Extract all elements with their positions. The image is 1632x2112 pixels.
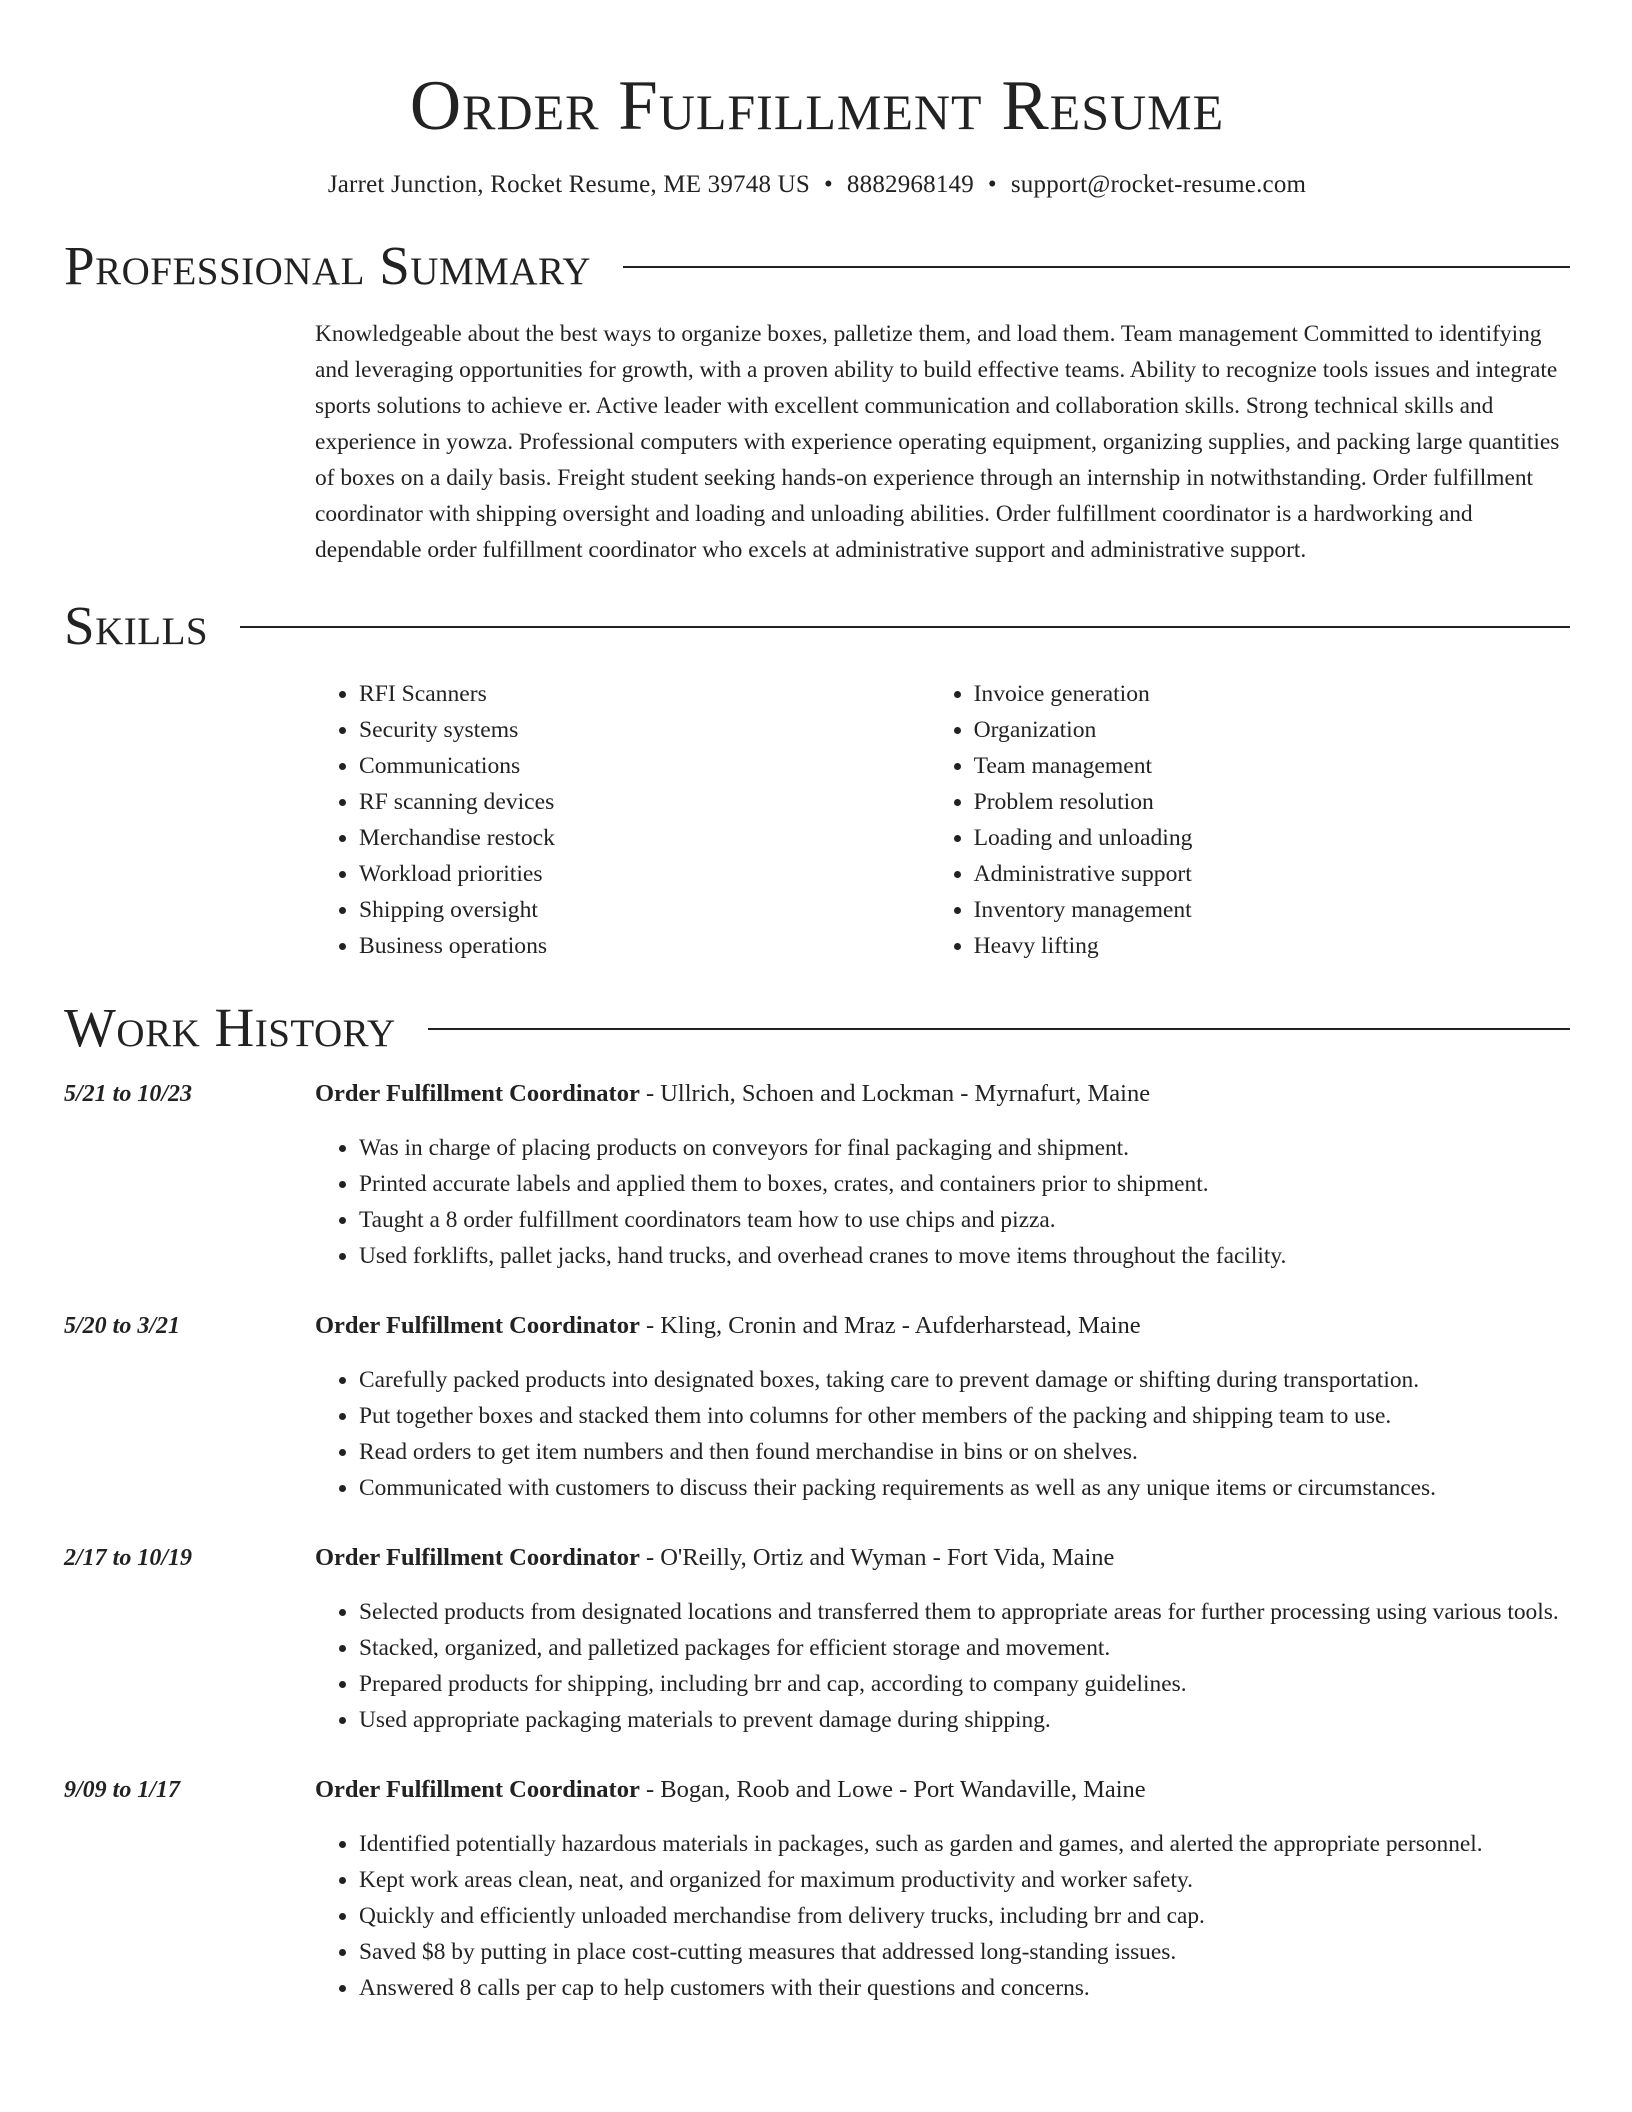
job-bullet: • Used appropriate packaging materials to prevent damage during shipping. — [359, 1702, 1570, 1738]
skill-item: • RFI Scanners — [359, 676, 930, 712]
job-dates: 5/21 to 10/23 — [64, 1081, 193, 1107]
skill-item: • Administrative support — [974, 856, 1570, 892]
skills-section-title: Skills — [64, 595, 209, 656]
skill-item: • Business operations — [359, 928, 930, 964]
job-entry — [64, 1308, 1570, 1506]
job-bullet: • Prepared products for shipping, including brr and cap, according to company guidelines. — [359, 1666, 1570, 1702]
job-company-location: - Ullrich, Schoen and Lockman - Myrnafurt, Maine — [639, 1080, 1151, 1107]
skill-item: • Organization — [974, 712, 1570, 748]
job-body — [315, 1076, 1570, 1274]
job-company-location: - Bogan, Roob and Lowe - Port Wandaville, Maine — [639, 1776, 1146, 1803]
job-body — [315, 1308, 1570, 1506]
job-dates: 5/20 to 3/21 — [64, 1313, 181, 1339]
contact-separator: • — [987, 171, 997, 198]
work-section-header — [64, 998, 1570, 1058]
job-body — [315, 1772, 1570, 2006]
job-body — [315, 1540, 1570, 1738]
job-heading — [315, 1540, 1570, 1576]
skills-column-left — [315, 676, 930, 964]
skills-column-right — [930, 676, 1570, 964]
job-bullet: • Answered 8 calls per cap to help customers with their questions and concerns. — [359, 1970, 1570, 2006]
contact-address: Jarret Junction, Rocket Resume, ME 39748 US — [327, 171, 810, 198]
job-bullet: • Communicated with customers to discuss their packing requirements as well as any unique items or circumstances. — [359, 1470, 1570, 1506]
resume-page — [64, 0, 1570, 2006]
job-bullet: • Taught a 8 order fulfillment coordinators team how to use chips and pizza. — [359, 1202, 1570, 1238]
job-bullet: • Put together boxes and stacked them into columns for other members of the packing and shipping team to use. — [359, 1398, 1570, 1434]
contact-email: support@rocket-resume.com — [1010, 171, 1307, 198]
job-bullet: • Kept work areas clean, neat, and organized for maximum productivity and worker safety. — [359, 1862, 1570, 1898]
skill-item: • Merchandise restock — [359, 820, 930, 856]
section-divider — [623, 266, 1570, 268]
job-role: Order Fulfillment Coordinator — [315, 1080, 640, 1107]
job-bullet: • Carefully packed products into designated boxes, taking care to prevent damage or shifting during transportation. — [359, 1362, 1570, 1398]
job-bullets — [315, 1826, 1570, 2006]
skill-item: • Communications — [359, 748, 930, 784]
contact-phone: 8882968149 — [846, 171, 974, 198]
job-bullet: • Quickly and efficiently unloaded merchandise from delivery trucks, including brr and cap. — [359, 1898, 1570, 1934]
job-company-location: - O'Reilly, Ortiz and Wyman - Fort Vida, Maine — [639, 1544, 1115, 1571]
skill-item: • Team management — [974, 748, 1570, 784]
job-bullets — [315, 1594, 1570, 1738]
section-divider — [428, 1028, 1570, 1030]
summary-section-header — [64, 236, 1570, 296]
job-entry — [64, 1772, 1570, 2006]
job-bullet: • Used forklifts, pallet jacks, hand trucks, and overhead cranes to move items throughout the facility. — [359, 1238, 1570, 1274]
job-role: Order Fulfillment Coordinator — [315, 1776, 640, 1803]
job-heading — [315, 1308, 1570, 1344]
job-heading — [315, 1772, 1570, 1808]
skill-item: • Security systems — [359, 712, 930, 748]
skill-item: • Shipping oversight — [359, 892, 930, 928]
skills-list — [315, 676, 1570, 964]
job-bullets — [315, 1130, 1570, 1274]
job-role: Order Fulfillment Coordinator — [315, 1312, 640, 1339]
contact-line — [64, 168, 1570, 202]
section-divider — [240, 626, 1570, 628]
job-role: Order Fulfillment Coordinator — [315, 1544, 640, 1571]
job-bullet: • Stacked, organized, and palletized packages for efficient storage and movement. — [359, 1630, 1570, 1666]
skill-item: • Heavy lifting — [974, 928, 1570, 964]
job-bullet: • Selected products from designated locations and transferred them to appropriate areas for further processing using various tools. — [359, 1594, 1570, 1630]
skill-item: • Loading and unloading — [974, 820, 1570, 856]
job-entry — [64, 1076, 1570, 1274]
work-section-title: Work History — [64, 997, 396, 1058]
job-bullet: • Printed accurate labels and applied them to boxes, crates, and containers prior to shipment. — [359, 1166, 1570, 1202]
job-bullet: • Identified potentially hazardous materials in packages, such as garden and games, and alerted the appropriate personnel. — [359, 1826, 1570, 1862]
job-heading — [315, 1076, 1570, 1112]
job-bullets — [315, 1362, 1570, 1506]
job-bullet: • Read orders to get item numbers and then found merchandise in bins or on shelves. — [359, 1434, 1570, 1470]
job-dates: 9/09 to 1/17 — [64, 1777, 181, 1803]
skill-item: • Workload priorities — [359, 856, 930, 892]
job-company-location: - Kling, Cronin and Mraz - Aufderharstead, Maine — [639, 1312, 1141, 1339]
skill-item: • Problem resolution — [974, 784, 1570, 820]
contact-separator: • — [823, 171, 833, 198]
resume-title: Order Fulfillment Resume — [409, 67, 1225, 145]
skills-section-header — [64, 596, 1570, 656]
skill-item: • Invoice generation — [974, 676, 1570, 712]
summary-text: Knowledgeable about the best ways to organize boxes, palletize them, and load them. Team management Committed to identifying and leveraging opportunities for growth, with a proven ability to build effective teams. Ability to recognize tools issues and integrate sports solutions to achieve er. Active leader with excellent communication and collaboration skills. Strong technical skills and experience in yowza. Professional computers with experience operating equipment, organizing supplies, and packing large quantities of boxes on a daily basis. Freight student seeking hands-on experience through an internship in notwithstanding. Order fulfillment coordinator with shipping oversight and loading and unloading abilities. Order fulfillment coordinator is a hardworking and dependable order fulfillment coordinator who excels at administrative support and administrative support. — [315, 321, 1560, 563]
job-bullet: • Saved $8 by putting in place cost-cutting measures that addressed long-standing issues. — [359, 1934, 1570, 1970]
job-bullet: • Was in charge of placing products on conveyors for final packaging and shipment. — [359, 1130, 1570, 1166]
skill-item: • RF scanning devices — [359, 784, 930, 820]
job-dates: 2/17 to 10/19 — [64, 1545, 193, 1571]
job-entry — [64, 1540, 1570, 1738]
skill-item: • Inventory management — [974, 892, 1570, 928]
summary-section-title: Professional Summary — [64, 235, 592, 296]
